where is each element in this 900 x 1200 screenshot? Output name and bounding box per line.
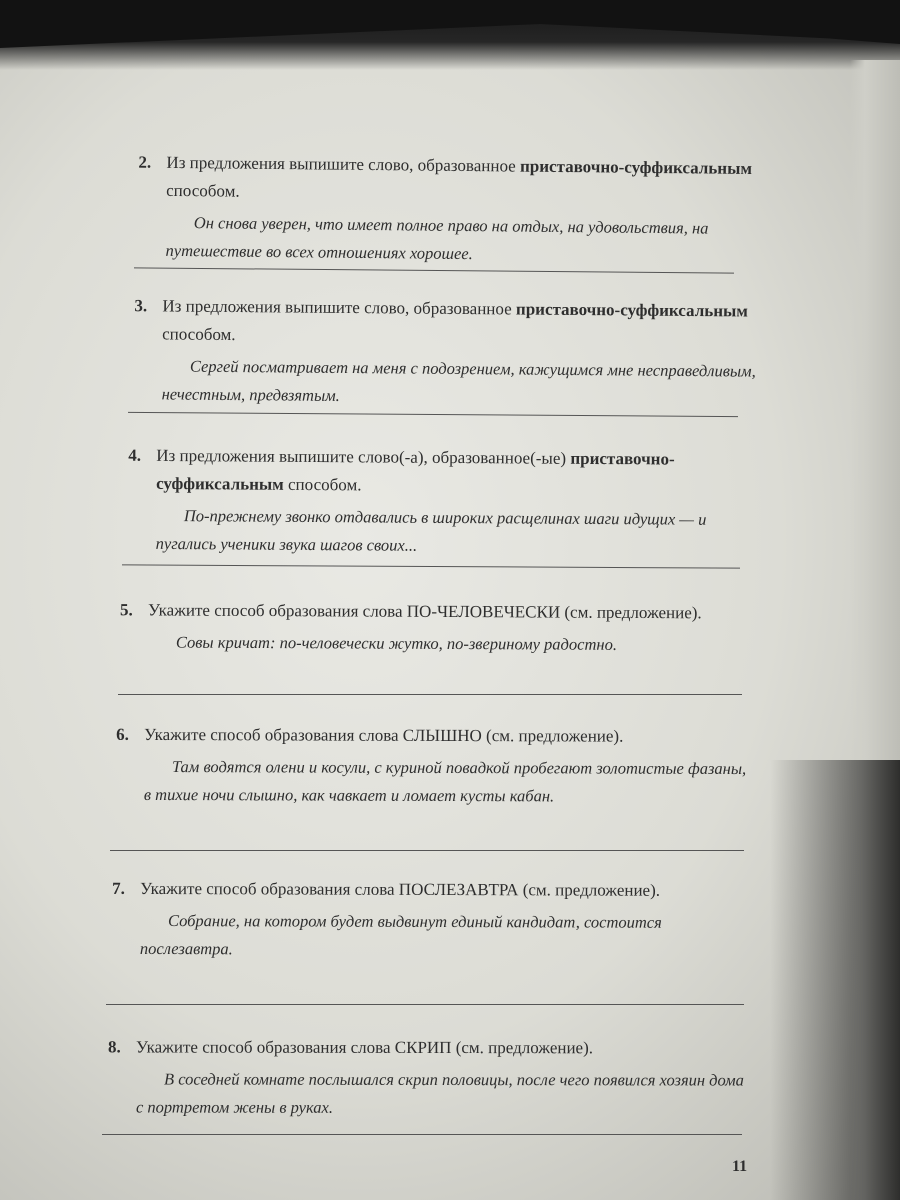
- task-3: [134, 292, 763, 413]
- task-sentence: Сергей посматривает на меня с подозрением, кажущимся мне несправедливым, нечестным, предвзятым.: [161, 356, 756, 405]
- task-2: [138, 149, 766, 271]
- answer-line-3[interactable]: [128, 412, 738, 417]
- task-sentence: Совы кричат: по-человечески жутко, по-звериному радостно.: [175, 632, 618, 654]
- task-4: [128, 442, 753, 562]
- task-number: 4.: [128, 445, 142, 465]
- task-question: Укажите способ образования слова ПО-ЧЕЛОВЕЧЕСКИ (см. предложение).: [148, 600, 702, 623]
- answer-line-5[interactable]: [118, 694, 742, 695]
- task-number: 6.: [116, 724, 129, 744]
- page-number: 11: [732, 1158, 748, 1175]
- task-sentence: В соседней комнате послышался скрип половицы, после чего появился хозяин дома с портретом жены в руках.: [135, 1069, 744, 1117]
- task-question: Укажите способ образования слова ПОСЛЕЗАВТРА (см. предложение).: [140, 878, 661, 900]
- task-question: Из предложения выпишите слово, образованное приставочно-суффиксальным способом.: [166, 152, 753, 201]
- task-5: [120, 596, 748, 659]
- task-question: Из предложения выпишите слово(-а), образованное(-ые) приставочно-суффиксальным способом.: [156, 445, 675, 495]
- task-question: Укажите способ образования слова СЛЫШНО (см. предложение).: [144, 724, 624, 746]
- task-8: [108, 1033, 746, 1122]
- answer-line-6[interactable]: [110, 850, 744, 851]
- task-sentence: Там водятся олени и косули, с куриной повадкой пробегают золотистые фазаны, в тихие ночи слышно, как чавкает и ломает кусты кабан.: [143, 757, 747, 806]
- task-number: 5.: [120, 600, 133, 620]
- task-number: 2.: [138, 152, 152, 172]
- task-6: [116, 721, 750, 811]
- task-sentence: Он снова уверен, что имеет полное право на отдых, на удовольствия, на путешествие во всех отношениях хорошее.: [165, 213, 709, 264]
- task-sentence: Собрание, на котором будет выдвинут единый кандидат, состоится послезавтра.: [139, 911, 662, 959]
- task-question: Укажите способ образования слова СКРИП (см. предложение).: [136, 1037, 594, 1058]
- answer-line-7[interactable]: [106, 1004, 744, 1005]
- answer-line-8[interactable]: [102, 1134, 742, 1135]
- task-number: 7.: [112, 878, 125, 898]
- shadow: [770, 760, 900, 1200]
- answer-line-4[interactable]: [122, 564, 740, 568]
- task-number: 3.: [134, 296, 148, 316]
- task-7: [112, 875, 746, 965]
- task-sentence: По-прежнему звонко отдавались в широких расщелинах шаги идущих — и пугались ученики звука шагов своих...: [155, 506, 707, 555]
- task-question: Из предложения выпишите слово, образованное приставочно-суффиксальным способом.: [162, 296, 749, 345]
- task-number: 8.: [108, 1037, 121, 1057]
